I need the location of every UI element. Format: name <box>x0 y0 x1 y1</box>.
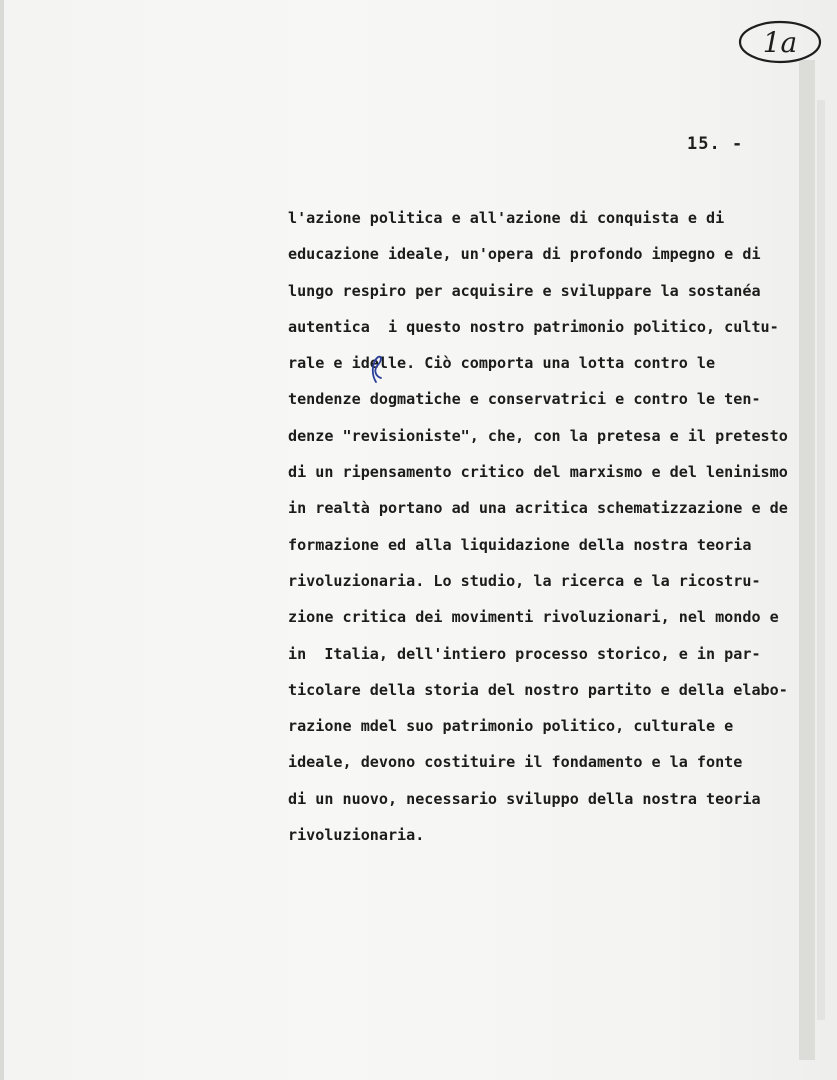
archive-mark-text: 1a <box>762 26 798 59</box>
text-line: zione critica dei movimenti rivoluzionari, nel mondo e <box>288 608 779 627</box>
text-line: di un ripensamento critico del marxismo e del leninismo <box>288 463 788 482</box>
text-line: formazione ed alla liquidazione della nostra teoria <box>288 535 752 554</box>
text-line: ticolare della storia del nostro partito e della elabo- <box>288 680 788 699</box>
text-line: rivoluzionaria. <box>288 826 425 845</box>
text-line: l'azione politica e all'azione di conquista e di <box>288 209 725 227</box>
text-line: autentica i questo nostro patrimonio politico, cultu- <box>288 317 779 336</box>
text-line: ideale, devono costituire il fondamento e la fonte <box>288 753 743 772</box>
text-line: in Italia, dell'intiero processo storico, e in par- <box>288 644 761 663</box>
text-line: rivoluzionaria. Lo studio, la ricerca e la ricostru- <box>288 571 761 590</box>
handwritten-correction-icon <box>367 354 385 384</box>
text-line: tendenze dogmatiche e conservatrici e contro le ten- <box>288 390 761 409</box>
text-line: lungo respiro per acquisire e sviluppare la sostanéa <box>288 281 761 300</box>
text-line: educazione ideale, un'opera di profondo impegno e di <box>288 245 761 264</box>
typed-text-body <box>288 200 836 853</box>
page-number: 15. - <box>687 134 744 154</box>
text-line: razione mdel suo patrimonio politico, culturale e <box>288 717 734 736</box>
text-line: di un nuovo, necessario sviluppo della nostra teoria <box>288 789 761 808</box>
text-line: denze "revisioniste", che, con la pretesa e il pretesto <box>288 426 788 445</box>
text-line: rale e idelle. Ciò comporta una lotta contro le <box>288 354 716 373</box>
page-edge <box>0 0 4 1080</box>
archive-stamp-circle <box>736 18 824 66</box>
text-line: in realtà portano ad una acritica schematizzazione e de <box>288 499 788 518</box>
